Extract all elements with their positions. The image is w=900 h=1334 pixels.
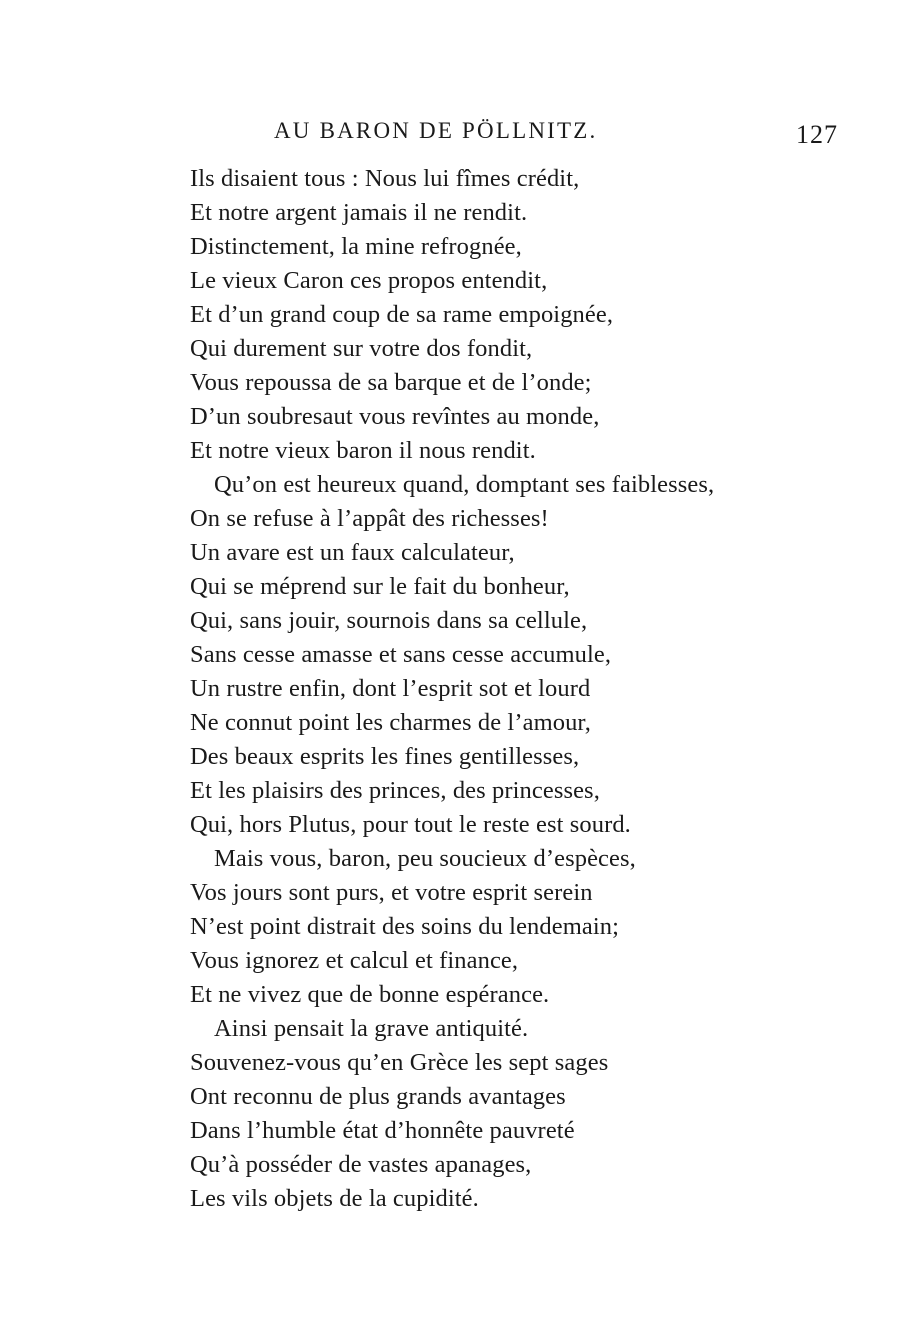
poem-line: Distinctement, la mine refrognée, bbox=[190, 233, 522, 260]
poem-line: Des beaux esprits les fines gentillesses, bbox=[190, 743, 580, 770]
poem-line: Qui se méprend sur le fait du bonheur, bbox=[190, 573, 570, 600]
running-head bbox=[0, 116, 900, 150]
poem-line: Et d’un grand coup de sa rame empoignée, bbox=[190, 301, 614, 328]
poem-line: Un rustre enfin, dont l’esprit sot et lourd bbox=[190, 675, 591, 702]
poem-line: Vous ignorez et calcul et finance, bbox=[190, 947, 519, 974]
poem-line: Vos jours sont purs, et votre esprit serein bbox=[190, 879, 593, 906]
poem-text bbox=[190, 162, 890, 1216]
poem-line: N’est point distrait des soins du lendemain; bbox=[190, 913, 620, 940]
poem-line: Ne connut point les charmes de l’amour, bbox=[190, 709, 591, 736]
poem-line: On se refuse à l’appât des richesses! bbox=[190, 505, 549, 532]
poem-line: Mais vous, baron, peu soucieux d’espèces, bbox=[214, 845, 636, 872]
poem-line: Qu’on est heureux quand, domptant ses faiblesses, bbox=[214, 471, 715, 498]
poem-line: Et ne vivez que de bonne espérance. bbox=[190, 981, 550, 1008]
poem-line: Les vils objets de la cupidité. bbox=[190, 1185, 479, 1212]
poem-line: Qui, sans jouir, sournois dans sa cellule, bbox=[190, 607, 588, 634]
poem-line: Et les plaisirs des princes, des princesses, bbox=[190, 777, 600, 804]
poem-line: Qui, hors Plutus, pour tout le reste est sourd. bbox=[190, 811, 631, 838]
page-number: 127 bbox=[796, 120, 838, 149]
poem-line: D’un soubresaut vous revîntes au monde, bbox=[190, 403, 600, 430]
running-title: AU BARON DE PÖLLNITZ. bbox=[274, 118, 598, 143]
poem-line: Ainsi pensait la grave antiquité. bbox=[214, 1015, 529, 1042]
poem-line: Et notre vieux baron il nous rendit. bbox=[190, 437, 536, 464]
poem-line: Qui durement sur votre dos fondit, bbox=[190, 335, 533, 362]
poem-line: Ils disaient tous : Nous lui fîmes crédit, bbox=[190, 165, 580, 192]
poem-line: Dans l’humble état d’honnête pauvreté bbox=[190, 1117, 575, 1144]
poem-line: Sans cesse amasse et sans cesse accumule, bbox=[190, 641, 612, 668]
poem-line: Ont reconnu de plus grands avantages bbox=[190, 1083, 566, 1110]
poem-line: Et notre argent jamais il ne rendit. bbox=[190, 199, 528, 226]
poem-line: Vous repoussa de sa barque et de l’onde; bbox=[190, 369, 592, 396]
poem-line: Le vieux Caron ces propos entendit, bbox=[190, 267, 548, 294]
poem-line: Souvenez-vous qu’en Grèce les sept sages bbox=[190, 1049, 609, 1076]
poem-line: Un avare est un faux calculateur, bbox=[190, 539, 515, 566]
poem-line: Qu’à posséder de vastes apanages, bbox=[190, 1151, 532, 1178]
